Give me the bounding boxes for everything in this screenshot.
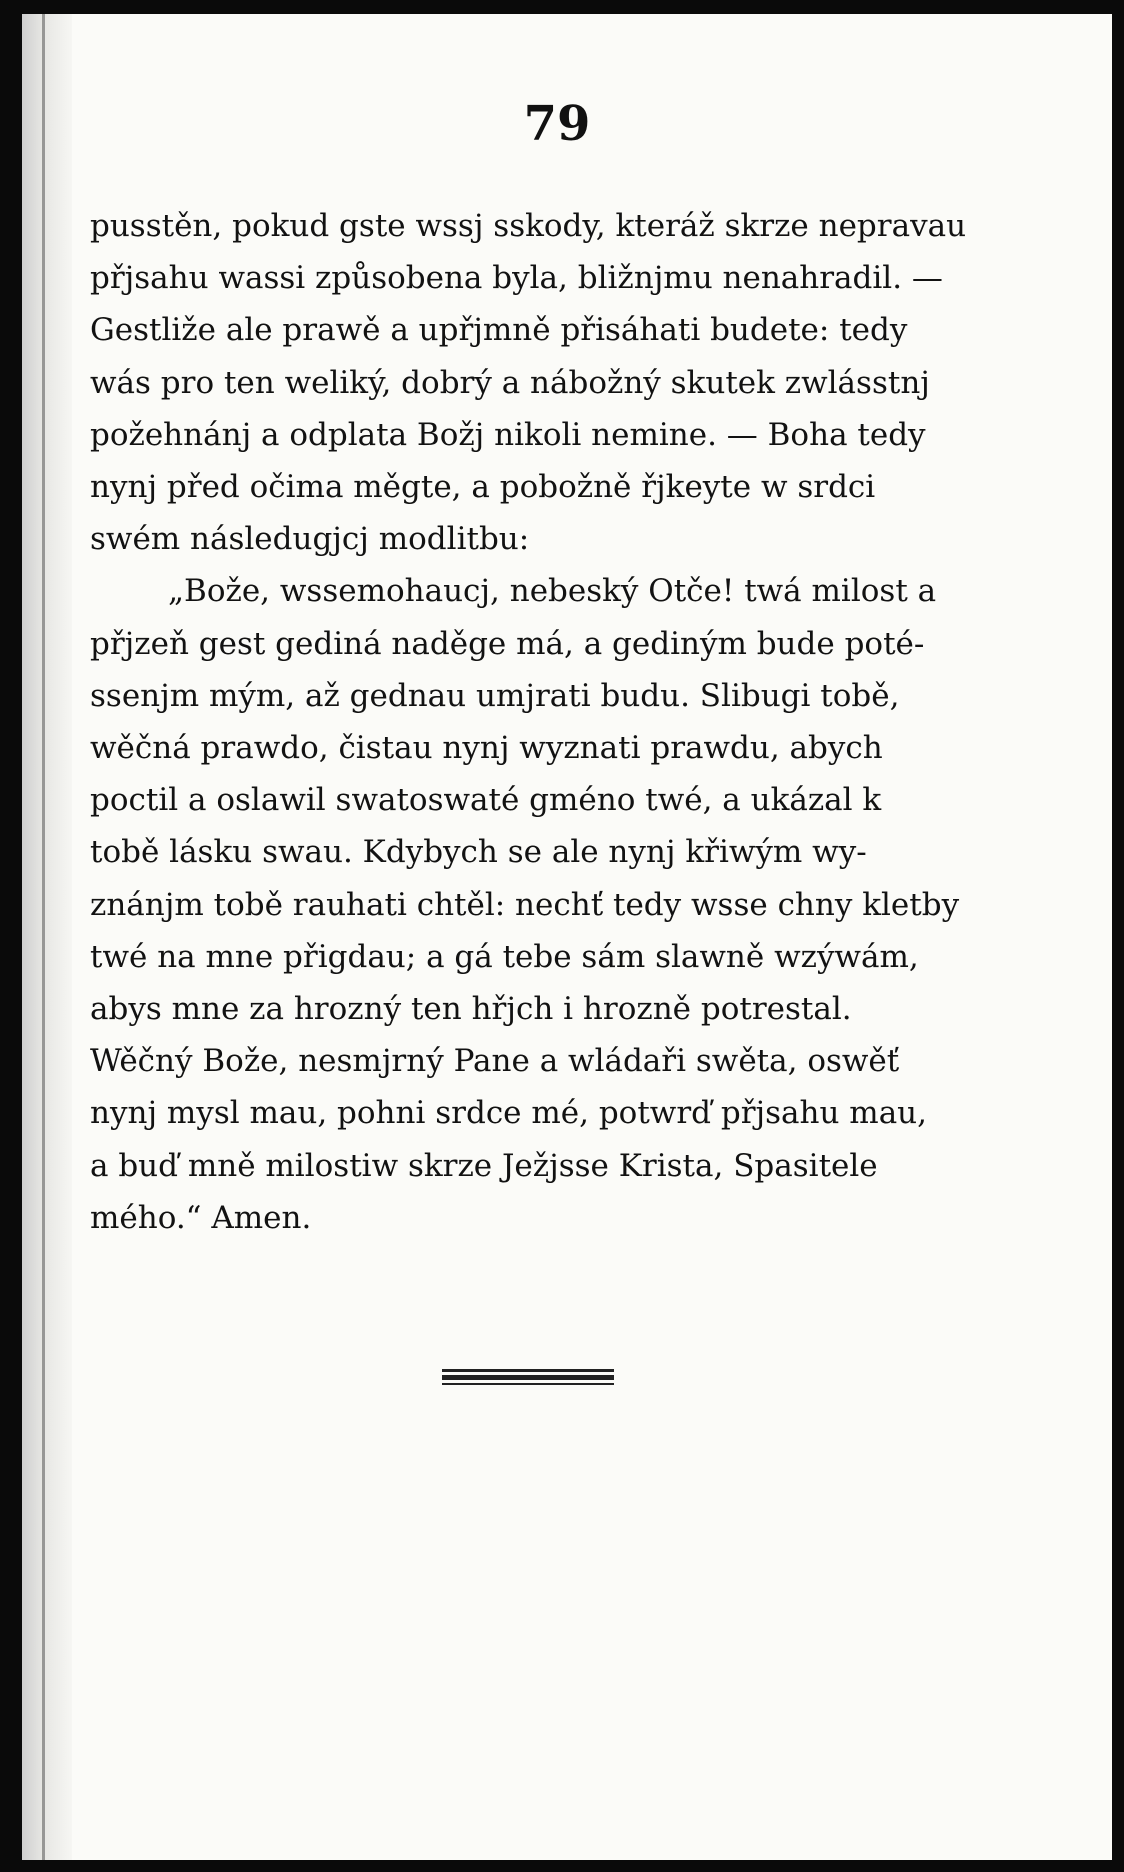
text-line: nynj před očima měgte, a pobožně řjkeyte w srdci bbox=[90, 469, 876, 506]
text-line: twé na mne přigdau; a gá tebe sám slawně wzýwám, bbox=[90, 938, 919, 975]
divider-line bbox=[442, 1383, 614, 1385]
text-line: pusstěn, pokud gste wssj sskody, kteráž skrze nepravau bbox=[90, 208, 967, 244]
text-line: nynj mysl mau, pohni srdce mé, potwrď přjsahu mau, bbox=[90, 1095, 927, 1132]
binding-edge bbox=[42, 14, 45, 1860]
page-gutter-shadow bbox=[22, 14, 72, 1860]
text-line: znánjm tobě rauhati chtěl: nechť tedy wsse chny kletby bbox=[90, 886, 960, 923]
text-line: Gestliže ale prawě a upřjmně přisáhati budete: tedy bbox=[90, 312, 908, 349]
paragraph-1 bbox=[90, 200, 1010, 565]
text-line: poctil a oslawil swatoswaté gméno twé, a ukázal k bbox=[90, 782, 882, 819]
book-page bbox=[22, 14, 1112, 1860]
text-line: požehnánj a odplata Božj nikoli nemine. — Boha tedy bbox=[90, 416, 926, 453]
text-line: tobě lásku swau. Kdybych se ale nynj křiwým wy- bbox=[90, 834, 867, 871]
text-line: mého.“ Amen. bbox=[90, 1199, 312, 1236]
text-line: a buď mně milostiw skrze Ježjsse Krista, Spasitele bbox=[90, 1147, 878, 1184]
divider-line bbox=[442, 1375, 614, 1380]
divider-line bbox=[442, 1369, 614, 1372]
body-text bbox=[90, 200, 1010, 1244]
text-line: wěčná prawdo, čistau nynj wyznati prawdu, abych bbox=[90, 730, 883, 767]
text-line: Wěčný Bože, nesmjrný Pane a wládaři swěta, oswěť bbox=[90, 1043, 900, 1080]
section-divider-rule bbox=[442, 1369, 614, 1385]
text-line: přjzeň gest gediná naděge má, a gediným bude poté- bbox=[90, 625, 925, 662]
text-line: wás pro ten weliký, dobrý a nábožný skutek zwlásstnj bbox=[90, 364, 930, 401]
paragraph-2-prayer bbox=[90, 565, 1010, 1244]
text-line: „Bože, wssemohaucj, nebeský Otče! twá milost a bbox=[168, 573, 937, 610]
page-number: 79 bbox=[523, 96, 591, 152]
text-line: abys mne za hrozný ten hřjch i hrozně potrestal. bbox=[90, 991, 852, 1028]
text-line: swém následugjcj modlitbu: bbox=[90, 521, 530, 558]
text-line: ssenjm mým, až gednau umjrati budu. Slibugi tobě, bbox=[90, 677, 900, 714]
text-line: přjsahu wassi způsobena byla, bližnjmu nenahradil. — bbox=[90, 260, 943, 297]
